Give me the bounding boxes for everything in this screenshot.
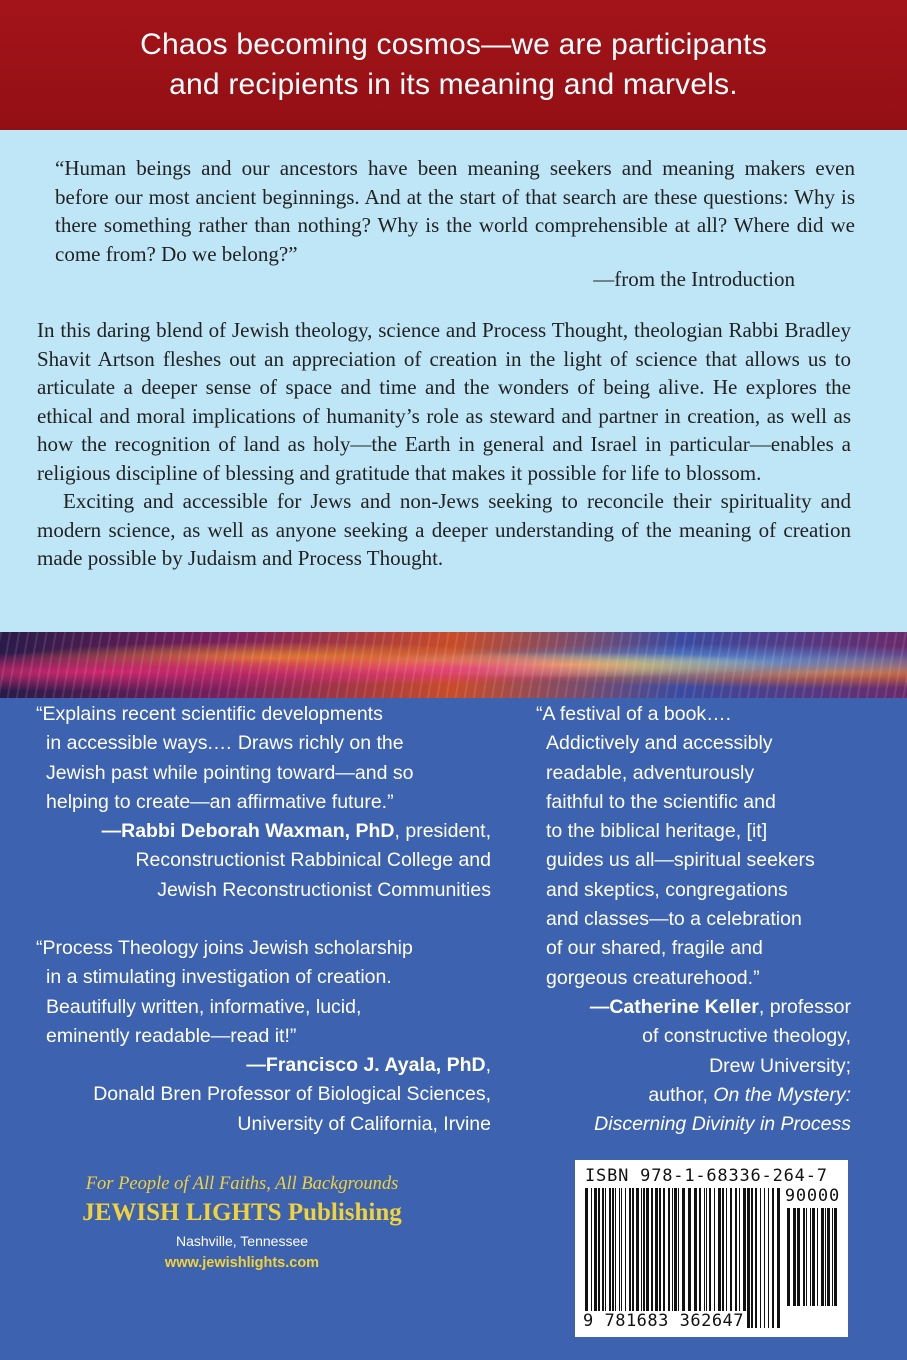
barcode-bar	[629, 1188, 631, 1328]
barcode-bar	[730, 1188, 732, 1328]
blurb-line: in accessible ways.… Draws richly on the	[46, 732, 404, 755]
barcode-bars	[585, 1188, 781, 1328]
book-title: Discerning Divinity in Process	[594, 1113, 851, 1136]
blurb-line: of our shared, fragile and	[546, 937, 763, 960]
description-paragraph: In this daring blend of Jewish theology, science and Process Thought, theologian Rabbi Bradley Shavit Artson fleshes out an appreciation of creation in the light of science that allows us to articulate a deeper sense of space and time and the wonders of being alive. He explores the ethical and moral implications of humanity’s role as steward and partner in creation, as well as how the recognition of land as holy—the Earth in general and Israel in particular—enables a religious discipline of blessing and gratitude that makes it possible for life to blossom.	[37, 318, 851, 485]
barcode-bar	[812, 1208, 815, 1306]
barcode-digits: 9 781683 362647	[583, 1311, 745, 1331]
barcode-bar	[825, 1208, 826, 1306]
barcode-bar	[668, 1188, 670, 1328]
barcode-bar	[764, 1188, 765, 1328]
publisher-location: Nashville, Tennessee	[175, 1233, 309, 1249]
endorser-affiliation: Drew University;	[709, 1054, 851, 1077]
barcode-bar	[699, 1188, 701, 1328]
barcode-bar	[755, 1188, 757, 1328]
barcode-bar	[632, 1188, 634, 1328]
barcode-bar	[777, 1188, 780, 1328]
barcode-bar	[821, 1208, 824, 1306]
blurb-line: to the biblical heritage, [it]	[546, 820, 768, 843]
barcode-bar	[674, 1188, 677, 1328]
blurb-line: Jewish past while pointing toward—and so	[46, 761, 414, 784]
endorser-affiliation: Jewish Reconstructionist Communities	[157, 878, 491, 901]
blurb-line: “Explains recent scientific developments	[36, 703, 383, 725]
blurb-waxman	[36, 700, 491, 905]
endorser-affiliation: of constructive theology,	[642, 1025, 851, 1048]
barcode-bar	[625, 1188, 626, 1328]
barcode-bar	[772, 1188, 774, 1328]
endorser-role: , professor	[758, 995, 851, 1018]
blurb-line: in a stimulating investigation of creation.	[46, 966, 392, 989]
book-description	[37, 316, 851, 573]
barcode-bar	[672, 1188, 673, 1328]
barcode-bar	[806, 1208, 807, 1306]
barcode-bar	[655, 1188, 658, 1328]
endorser-affiliation: University of California, Irvine	[237, 1112, 491, 1135]
barcode-bar	[797, 1208, 800, 1306]
barcode-bar	[609, 1188, 611, 1328]
barcode-bar	[682, 1188, 685, 1328]
addon-barcode-bars	[787, 1208, 839, 1306]
barcode-bar	[709, 1188, 711, 1328]
endorser-name: —Rabbi Deborah Waxman, PhD	[101, 820, 395, 843]
endorser-affiliation: Donald Bren Professor of Biological Sciences,	[93, 1083, 491, 1106]
barcode-bar	[706, 1188, 707, 1328]
blurb-line: eminently readable—read it!”	[46, 1024, 297, 1047]
barcode-bar	[641, 1188, 642, 1328]
endorser-role: , president,	[394, 820, 491, 843]
description-paragraph: Exciting and accessible for Jews and non-Jews seeking to reconcile their spirituality and modern science, as well as anyone seeking a deeper understanding of the meaning of creation made possible by Judaism and Process Thought.	[37, 489, 851, 570]
blurb-credit	[36, 1051, 491, 1080]
blurb-line: “A festival of a book….	[536, 703, 732, 725]
barcode-bar	[615, 1188, 616, 1328]
endorsements-panel	[0, 698, 907, 1360]
isbn-text: ISBN 978-1-68336-264-7	[585, 1166, 828, 1186]
cosmic-image-strip	[0, 632, 907, 698]
barcode-bar	[714, 1188, 715, 1328]
pull-quote-attribution: —from the Introduction	[593, 267, 795, 291]
barcode-bar	[663, 1188, 665, 1328]
barcode-bar	[760, 1188, 761, 1328]
barcode-bar	[678, 1188, 679, 1328]
blurb-line: “Process Theology joins Jewish scholarship	[36, 937, 413, 959]
barcode-bar	[735, 1188, 737, 1328]
blurb-line: gorgeous creaturehood.”	[546, 966, 760, 989]
blurb-line: Beautifully written, informative, lucid,	[46, 995, 362, 1018]
barcode-bar	[643, 1188, 645, 1328]
blurb-line: faithful to the scientific and	[546, 790, 776, 813]
barcode-bar	[594, 1188, 597, 1328]
barcode-bar	[694, 1188, 697, 1328]
publisher-tagline: For People of All Faiths, All Backgrounds	[85, 1174, 399, 1194]
book-title: On the Mystery:	[713, 1083, 851, 1106]
publisher-url: www.jewishlights.com	[164, 1255, 320, 1271]
barcode-bar	[688, 1188, 691, 1328]
barcode-bar	[659, 1188, 661, 1328]
endorser-name: —Francisco J. Ayala, PhD	[246, 1054, 486, 1077]
barcode-bar	[718, 1188, 721, 1328]
barcode-bar	[602, 1188, 604, 1328]
headline: Chaos becoming cosmos—we are participants and recipients in its meaning and marvels.	[140, 28, 767, 101]
blurb-line: guides us all—spiritual seekers	[546, 849, 815, 872]
barcode-bar	[591, 1188, 592, 1328]
barcode-bar	[787, 1208, 790, 1306]
barcode-bar	[768, 1188, 769, 1328]
barcode-bar	[621, 1188, 622, 1328]
pull-quote: “Human beings and our ancestors have been meaning seekers and meaning makers even before our most ancient beginnings. And at the start of that search are these questions: Why is there something rather than nothing? Why is the world comprehensible at all? Where did we come from? Do we belong?”	[55, 156, 855, 266]
author-prefix: author,	[648, 1083, 714, 1106]
headline-banner	[0, 0, 907, 130]
barcode-bar	[585, 1188, 588, 1328]
barcode-bar	[803, 1208, 805, 1306]
color-streaks	[0, 632, 907, 698]
barcode-bar	[605, 1188, 606, 1328]
barcode-bar	[747, 1188, 750, 1328]
barcode-bar	[619, 1188, 620, 1328]
blurb-line: readable, adventurously	[546, 761, 755, 784]
publisher-name: JEWISH LIGHTS Publishing	[82, 1199, 402, 1226]
barcode-bar	[598, 1188, 600, 1328]
endorser-name: —Catherine Keller	[589, 995, 759, 1018]
blurb-line: Addictively and accessibly	[546, 732, 773, 755]
isbn-barcode	[575, 1160, 848, 1337]
blurb-ayala	[36, 934, 491, 1139]
barcode-bar	[651, 1188, 653, 1328]
blurb-line: and skeptics, congregations	[546, 878, 788, 901]
endorser-affiliation: Reconstructionist Rabbinical College and	[135, 849, 491, 872]
blurb-keller	[536, 700, 851, 1139]
barcode-bar	[726, 1188, 727, 1328]
barcode-bar	[636, 1188, 639, 1328]
barcode-bar	[827, 1208, 830, 1306]
barcode-bar	[612, 1188, 614, 1328]
barcode-bar	[793, 1208, 796, 1306]
barcode-bar	[722, 1188, 724, 1328]
endorser-book	[536, 1081, 851, 1110]
barcode-bar	[743, 1188, 746, 1328]
description-panel	[0, 130, 907, 632]
publisher-block	[60, 1172, 424, 1274]
blurb-line: helping to create—an affirmative future.”	[46, 790, 394, 813]
barcode-bar	[751, 1188, 753, 1328]
endorser-role: ,	[485, 1054, 491, 1077]
barcode-bar	[832, 1208, 833, 1306]
blurb-line: and classes—to a celebration	[546, 908, 802, 931]
barcode-bar	[817, 1208, 818, 1306]
blurb-credit	[36, 817, 491, 846]
blurb-credit	[536, 993, 851, 1022]
price-code: 90000	[784, 1186, 840, 1206]
barcode-bar	[739, 1188, 740, 1328]
barcode-bar	[646, 1188, 649, 1328]
barcode-bar	[834, 1208, 837, 1306]
endorser-book	[536, 1110, 851, 1139]
barcode-bar	[810, 1208, 811, 1306]
barcode-bar	[704, 1188, 705, 1328]
